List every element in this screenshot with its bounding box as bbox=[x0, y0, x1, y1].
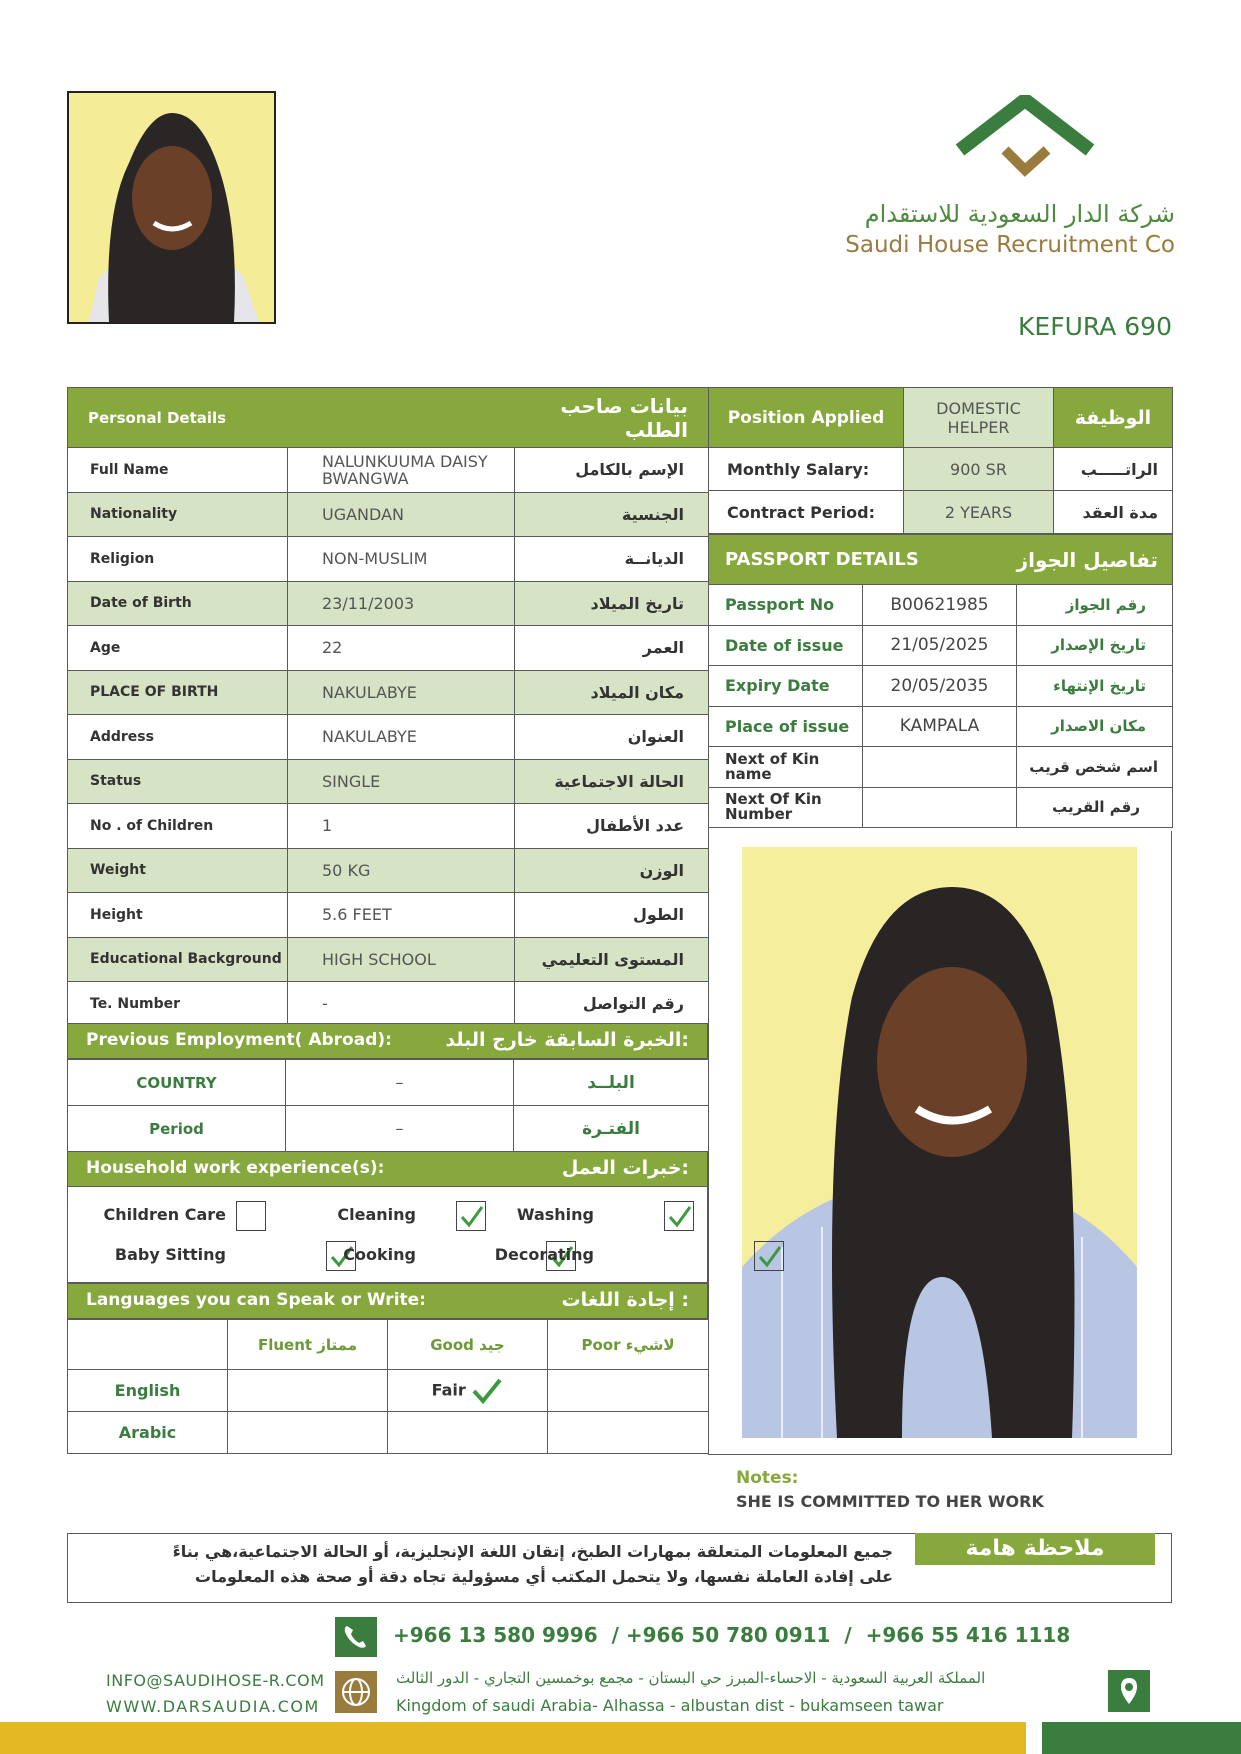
household-title: Household work experience(s): bbox=[86, 1158, 385, 1178]
personal-details-title-ar: بيانات صاحب الطلب bbox=[515, 388, 709, 448]
kin-name-row bbox=[709, 747, 1173, 788]
passport-row-label: Place of issue bbox=[709, 706, 863, 747]
passport-row bbox=[709, 625, 1173, 666]
passport-row-value: B00621985 bbox=[863, 585, 1017, 626]
skill-label: Cooking bbox=[343, 1245, 416, 1264]
lang-english-poor bbox=[548, 1370, 709, 1412]
personal-row-value: NON-MUSLIM bbox=[288, 537, 515, 582]
company-name-ar: شركة الدار السعودية للاستقدام bbox=[864, 200, 1175, 228]
kin-number-label-ar: رقم القريب bbox=[1017, 787, 1173, 828]
check-icon bbox=[459, 1204, 485, 1230]
footer-bar-green bbox=[1042, 1722, 1241, 1754]
lang-english-fluent bbox=[228, 1370, 388, 1412]
personal-row-label-ar: الجنسية bbox=[515, 492, 709, 537]
previous-period-row bbox=[68, 1106, 709, 1152]
previous-employment-table bbox=[67, 1059, 709, 1152]
personal-row-label: Religion bbox=[68, 537, 288, 582]
personal-details-title: Personal Details bbox=[68, 388, 515, 448]
household-skills bbox=[67, 1187, 708, 1283]
address-ar: المملكة العربية السعودية - الاحساء-المبرز حي البستان - مجمع بوخمسين التجاري - الدور الثالث bbox=[396, 1669, 986, 1687]
previous-employment-title: Previous Employment( Abroad): bbox=[86, 1030, 392, 1050]
passport-title: PASSPORT DETAILS bbox=[709, 535, 1017, 585]
important-notice-line2: على إفادة العاملة نفسها، ولا يتحمل المكتب أي مسؤولية تجاه دقة أو صحة هذه المعلومات bbox=[195, 1567, 893, 1586]
personal-row-value: NAKULABYE bbox=[288, 715, 515, 760]
personal-row bbox=[68, 982, 709, 1027]
lang-english-good bbox=[388, 1370, 548, 1412]
personal-row-label: Address bbox=[68, 715, 288, 760]
skill-checkbox[interactable] bbox=[664, 1201, 694, 1231]
kin-name-value bbox=[863, 747, 1017, 788]
passport-row-label-ar: رقم الجواز bbox=[1017, 585, 1173, 626]
position-applied-label: Position Applied bbox=[709, 388, 904, 448]
personal-row-label: Full Name bbox=[68, 448, 288, 493]
skill-checkbox[interactable] bbox=[456, 1201, 486, 1231]
personal-row-label-ar: رقم التواصل bbox=[515, 982, 709, 1027]
lang-col-poor: Poor لاشيء bbox=[548, 1320, 709, 1370]
lang-col-good: Good جيد bbox=[388, 1320, 548, 1370]
skill-label: Washing bbox=[516, 1205, 594, 1224]
footer-bar-gold bbox=[0, 1722, 1026, 1754]
portrait-photo-small bbox=[67, 91, 276, 324]
passport-row-value: 20/05/2035 bbox=[863, 666, 1017, 707]
contract-period-label: Contract Period: bbox=[709, 491, 904, 534]
skill-label: Baby Sitting bbox=[114, 1245, 226, 1264]
position-applied-value: DOMESTIC HELPER bbox=[904, 388, 1054, 448]
passport-row bbox=[709, 585, 1173, 626]
personal-row-value: 5.6 FEET bbox=[288, 893, 515, 938]
passport-row-label: Date of issue bbox=[709, 625, 863, 666]
personal-row bbox=[68, 893, 709, 938]
monthly-salary-value: 900 SR bbox=[904, 448, 1054, 491]
phone-icon bbox=[335, 1617, 377, 1657]
phone-numbers: +966 13 580 9996 / +966 50 780 0911 / +966 55 416 1118 bbox=[393, 1623, 1071, 1647]
household-header bbox=[67, 1151, 708, 1187]
personal-row-value: 22 bbox=[288, 626, 515, 671]
position-applied-label-ar: الوظيفة bbox=[1054, 388, 1173, 448]
languages-title: Languages you can Speak or Write: bbox=[86, 1290, 426, 1310]
kin-number-label: Next Of Kin Number bbox=[709, 787, 863, 828]
passport-row-value: 21/05/2025 bbox=[863, 625, 1017, 666]
personal-row-value: HIGH SCHOOL bbox=[288, 937, 515, 982]
globe-icon bbox=[335, 1671, 377, 1713]
check-icon bbox=[757, 1244, 783, 1270]
passport-row-value: KAMPALA bbox=[863, 706, 1017, 747]
important-notice-title: ملاحظة هامة bbox=[915, 1533, 1155, 1565]
languages-title-ar: إجادة اللغات : bbox=[561, 1289, 689, 1311]
portrait-photo-large bbox=[742, 847, 1137, 1438]
passport-row-label: Passport No bbox=[709, 585, 863, 626]
lang-row-english bbox=[68, 1370, 709, 1412]
household-title-ar: خبرات العمل: bbox=[561, 1157, 689, 1179]
personal-row-label-ar: العنوان bbox=[515, 715, 709, 760]
personal-row bbox=[68, 804, 709, 849]
personal-row-label-ar: المستوى التعليمي bbox=[515, 937, 709, 982]
personal-row-label: Educational Background bbox=[68, 937, 288, 982]
contract-period-label-ar: مدة العقد bbox=[1054, 491, 1173, 534]
languages-header bbox=[67, 1283, 708, 1319]
previous-country-row bbox=[68, 1060, 709, 1106]
lang-arabic-poor bbox=[548, 1412, 709, 1454]
previous-period-label-ar: الفتـرة bbox=[514, 1106, 709, 1152]
passport-row-label-ar: مكان الاصدار bbox=[1017, 706, 1173, 747]
lang-english-level: Fair bbox=[431, 1380, 466, 1399]
previous-period-label: Period bbox=[68, 1106, 286, 1152]
position-applied-row bbox=[709, 388, 1173, 448]
personal-row bbox=[68, 448, 709, 493]
personal-row-label: Nationality bbox=[68, 492, 288, 537]
languages-corner bbox=[68, 1320, 228, 1370]
monthly-salary-label: Monthly Salary: bbox=[709, 448, 904, 491]
passport-row bbox=[709, 666, 1173, 707]
address-en: Kingdom of saudi Arabia- Alhassa - albustan dist - bukamseen tawar bbox=[396, 1696, 944, 1715]
personal-row-value: 50 KG bbox=[288, 848, 515, 893]
personal-row bbox=[68, 537, 709, 582]
previous-country-value: – bbox=[286, 1060, 514, 1106]
passport-details-table bbox=[708, 534, 1173, 828]
personal-row-value: NAKULABYE bbox=[288, 670, 515, 715]
personal-row bbox=[68, 626, 709, 671]
lang-col-fluent: Fluent ممتاز bbox=[228, 1320, 388, 1370]
personal-row bbox=[68, 492, 709, 537]
personal-row-value: SINGLE bbox=[288, 759, 515, 804]
languages-table bbox=[67, 1319, 709, 1454]
personal-row-label-ar: الإسم بالكامل bbox=[515, 448, 709, 493]
personal-row-label-ar: عدد الأطفال bbox=[515, 804, 709, 849]
notes-text: SHE IS COMMITTED TO HER WORK bbox=[736, 1492, 1044, 1511]
personal-row bbox=[68, 581, 709, 626]
personal-row-label: PLACE OF BIRTH bbox=[68, 670, 288, 715]
passport-row-label-ar: تاريخ الإنتهاء bbox=[1017, 666, 1173, 707]
personal-row bbox=[68, 937, 709, 982]
passport-header bbox=[709, 535, 1173, 585]
lang-row-arabic bbox=[68, 1412, 709, 1454]
lang-english-label: English bbox=[68, 1370, 228, 1412]
monthly-salary-label-ar: الراتـــــب bbox=[1054, 448, 1173, 491]
personal-row bbox=[68, 759, 709, 804]
personal-row-value: UGANDAN bbox=[288, 492, 515, 537]
passport-row bbox=[709, 706, 1173, 747]
passport-row-label-ar: تاريخ الإصدار bbox=[1017, 625, 1173, 666]
important-notice bbox=[67, 1533, 1172, 1603]
monthly-salary-row bbox=[709, 448, 1173, 491]
check-icon bbox=[667, 1204, 693, 1230]
previous-employment-title-ar: الخبرة السابقة خارج البلد: bbox=[445, 1029, 689, 1051]
important-notice-line1: جميع المعلومات المتعلقة بمهارات الطبخ، إتقان اللغة الإنجليزية، أو الحالة الاجتماعية،هي بناءً bbox=[172, 1542, 893, 1561]
company-logo bbox=[955, 95, 1095, 185]
lang-arabic-label: Arabic bbox=[68, 1412, 228, 1454]
personal-row-label: Status bbox=[68, 759, 288, 804]
personal-row-label-ar: مكان الميلاد bbox=[515, 670, 709, 715]
personal-row-label-ar: الحالة الاجتماعية bbox=[515, 759, 709, 804]
kin-number-value bbox=[863, 787, 1017, 828]
skill-label: Cleaning bbox=[337, 1205, 416, 1224]
personal-row-label-ar: العمر bbox=[515, 626, 709, 671]
skill-checkbox[interactable] bbox=[236, 1201, 266, 1231]
personal-row-label-ar: الديانــة bbox=[515, 537, 709, 582]
position-table bbox=[708, 387, 1173, 534]
personal-row-label: Weight bbox=[68, 848, 288, 893]
website-text: WWW.DARSAUDIA.COM bbox=[106, 1697, 320, 1716]
previous-country-label: COUNTRY bbox=[68, 1060, 286, 1106]
personal-row-label: No . of Children bbox=[68, 804, 288, 849]
lang-arabic-fluent bbox=[228, 1412, 388, 1454]
email-text: INFO@SAUDIHOSE-R.COM bbox=[106, 1671, 325, 1690]
contract-period-row bbox=[709, 491, 1173, 534]
skill-label: Children Care bbox=[103, 1205, 226, 1224]
personal-details-header bbox=[68, 388, 709, 448]
personal-row-value: 23/11/2003 bbox=[288, 581, 515, 626]
kin-name-label-ar: اسم شخص قريب bbox=[1017, 747, 1173, 788]
contract-period-value: 2 YEARS bbox=[904, 491, 1054, 534]
personal-row-label-ar: الطول bbox=[515, 893, 709, 938]
personal-row-label-ar: تاريخ الميلاد bbox=[515, 581, 709, 626]
skill-checkbox[interactable] bbox=[754, 1241, 784, 1271]
passport-title-ar: تفاصيل الجواز bbox=[1017, 535, 1173, 585]
skill-label: Decorating bbox=[494, 1245, 594, 1264]
personal-row-label: Date of Birth bbox=[68, 581, 288, 626]
personal-row bbox=[68, 715, 709, 760]
personal-row-label: Age bbox=[68, 626, 288, 671]
personal-row-value: NALUNKUUMA DAISY BWANGWA bbox=[288, 448, 515, 493]
personal-row bbox=[68, 848, 709, 893]
personal-row-value: - bbox=[288, 982, 515, 1027]
personal-row-label: Height bbox=[68, 893, 288, 938]
location-pin-icon bbox=[1108, 1670, 1150, 1712]
company-name-en: Saudi House Recruitment Co bbox=[845, 232, 1175, 258]
reference-number: KEFURA 690 bbox=[1018, 312, 1172, 341]
previous-employment-header bbox=[67, 1023, 708, 1059]
previous-country-label-ar: البلــد bbox=[514, 1060, 709, 1106]
previous-period-value: – bbox=[286, 1106, 514, 1152]
personal-row-value: 1 bbox=[288, 804, 515, 849]
languages-header-row bbox=[68, 1320, 709, 1370]
personal-row-label: Te. Number bbox=[68, 982, 288, 1027]
personal-row-label-ar: الوزن bbox=[515, 848, 709, 893]
lang-arabic-good bbox=[388, 1412, 548, 1454]
kin-number-row bbox=[709, 787, 1173, 828]
check-icon bbox=[471, 1377, 503, 1405]
kin-name-label: Next of Kin name bbox=[709, 747, 863, 788]
personal-row bbox=[68, 670, 709, 715]
notes-label: Notes: bbox=[736, 1468, 799, 1488]
personal-details-table bbox=[67, 387, 709, 1027]
passport-row-label: Expiry Date bbox=[709, 666, 863, 707]
